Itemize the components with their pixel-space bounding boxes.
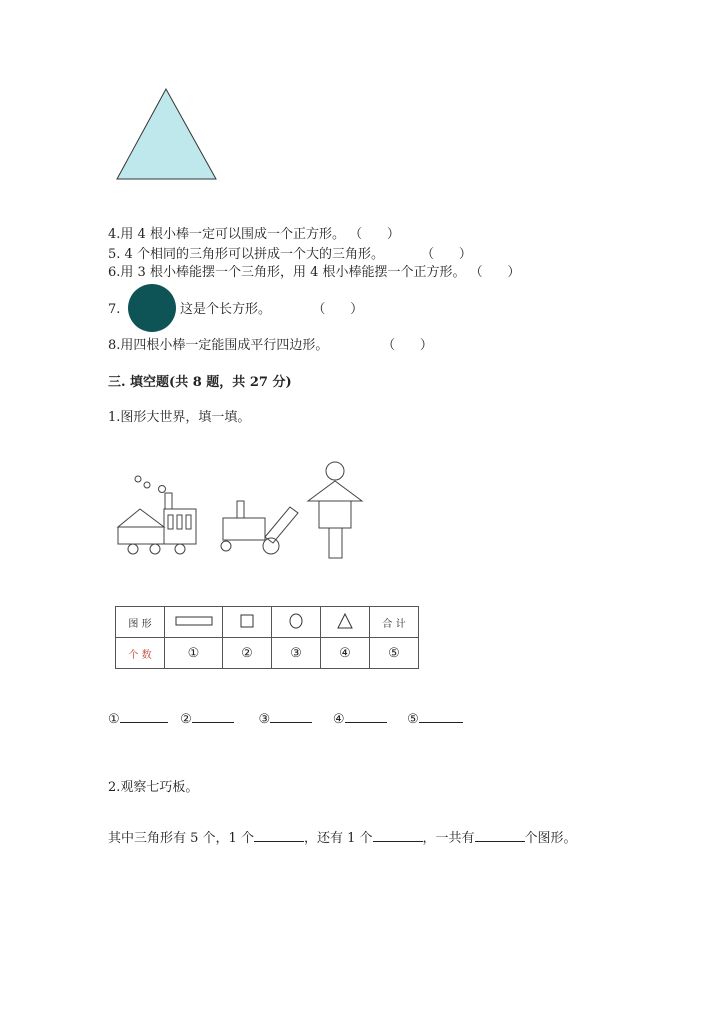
count-cell: ⑤	[370, 638, 419, 669]
table-row1-label: 图 形	[116, 607, 165, 638]
problem-1-title: 1.图形大世界，填一填。	[108, 410, 251, 425]
question-4: 4.用 4 根小棒一定可以围成一个正方形。 （ ）	[108, 227, 400, 242]
answer-2-blank[interactable]	[192, 710, 234, 723]
problem-2-sentence	[108, 829, 577, 848]
problem-2-title: 2.观察七巧板。	[108, 780, 199, 795]
answer-3-blank[interactable]	[270, 710, 312, 723]
answer-3-label: ③	[258, 712, 271, 727]
answer-1-blank[interactable]	[120, 710, 168, 723]
sentence-part-3: ，一共有	[422, 831, 475, 846]
question-6: 6.用 3 根小棒能摆一个三角形，用 4 根小棒能摆一个正方形。 （ ）	[108, 265, 521, 280]
answer-2-label: ②	[180, 712, 192, 727]
triangle-icon	[337, 613, 353, 629]
answer-5-blank[interactable]	[419, 710, 463, 723]
triangle-cell	[321, 607, 370, 638]
oval-icon	[289, 613, 303, 629]
square-cell	[223, 607, 272, 638]
circle-cell	[272, 607, 321, 638]
blank-1[interactable]	[254, 829, 304, 842]
question-5: 5. 4 个相同的三角形可以拼成一个大的三角形。 （ ）	[108, 247, 472, 262]
blank-2[interactable]	[373, 829, 423, 842]
sentence-part-2: ，还有 1 个	[303, 831, 373, 846]
blank-3[interactable]	[475, 829, 525, 842]
table-total-label: 合 计	[370, 607, 419, 638]
count-cell: ②	[223, 638, 272, 669]
count-label: 个 数	[128, 649, 152, 661]
answer-1-label: ①	[108, 712, 120, 727]
section-3-heading: 三. 填空题(共 8 题，共 27 分)	[108, 375, 292, 390]
sentence-part-4: 个图形。	[524, 831, 577, 846]
table-row2-label	[116, 638, 165, 669]
answer-4-label: ④	[332, 712, 345, 727]
count-cell: ①	[165, 638, 223, 669]
tractor-drawing	[221, 501, 298, 554]
question-7-text: 这是个长方形。 （ ）	[180, 302, 364, 317]
shape-count-table	[115, 606, 419, 669]
robot-drawing	[308, 462, 362, 558]
count-cell: ④	[321, 638, 370, 669]
count-cell: ③	[272, 638, 321, 669]
answer-blanks	[108, 710, 463, 729]
question-8: 8.用四根小棒一定能围成平行四边形。 （ ）	[108, 338, 433, 353]
answer-5-label: ⑤	[407, 712, 419, 727]
square-icon	[240, 614, 254, 628]
train-drawing	[118, 476, 196, 554]
rectangle-cell	[165, 607, 223, 638]
question-7-number: 7.	[108, 302, 121, 317]
answer-4-blank[interactable]	[345, 710, 387, 723]
rectangle-icon	[175, 616, 213, 626]
sentence-part-1: 其中三角形有 5 个，1 个	[108, 831, 254, 846]
